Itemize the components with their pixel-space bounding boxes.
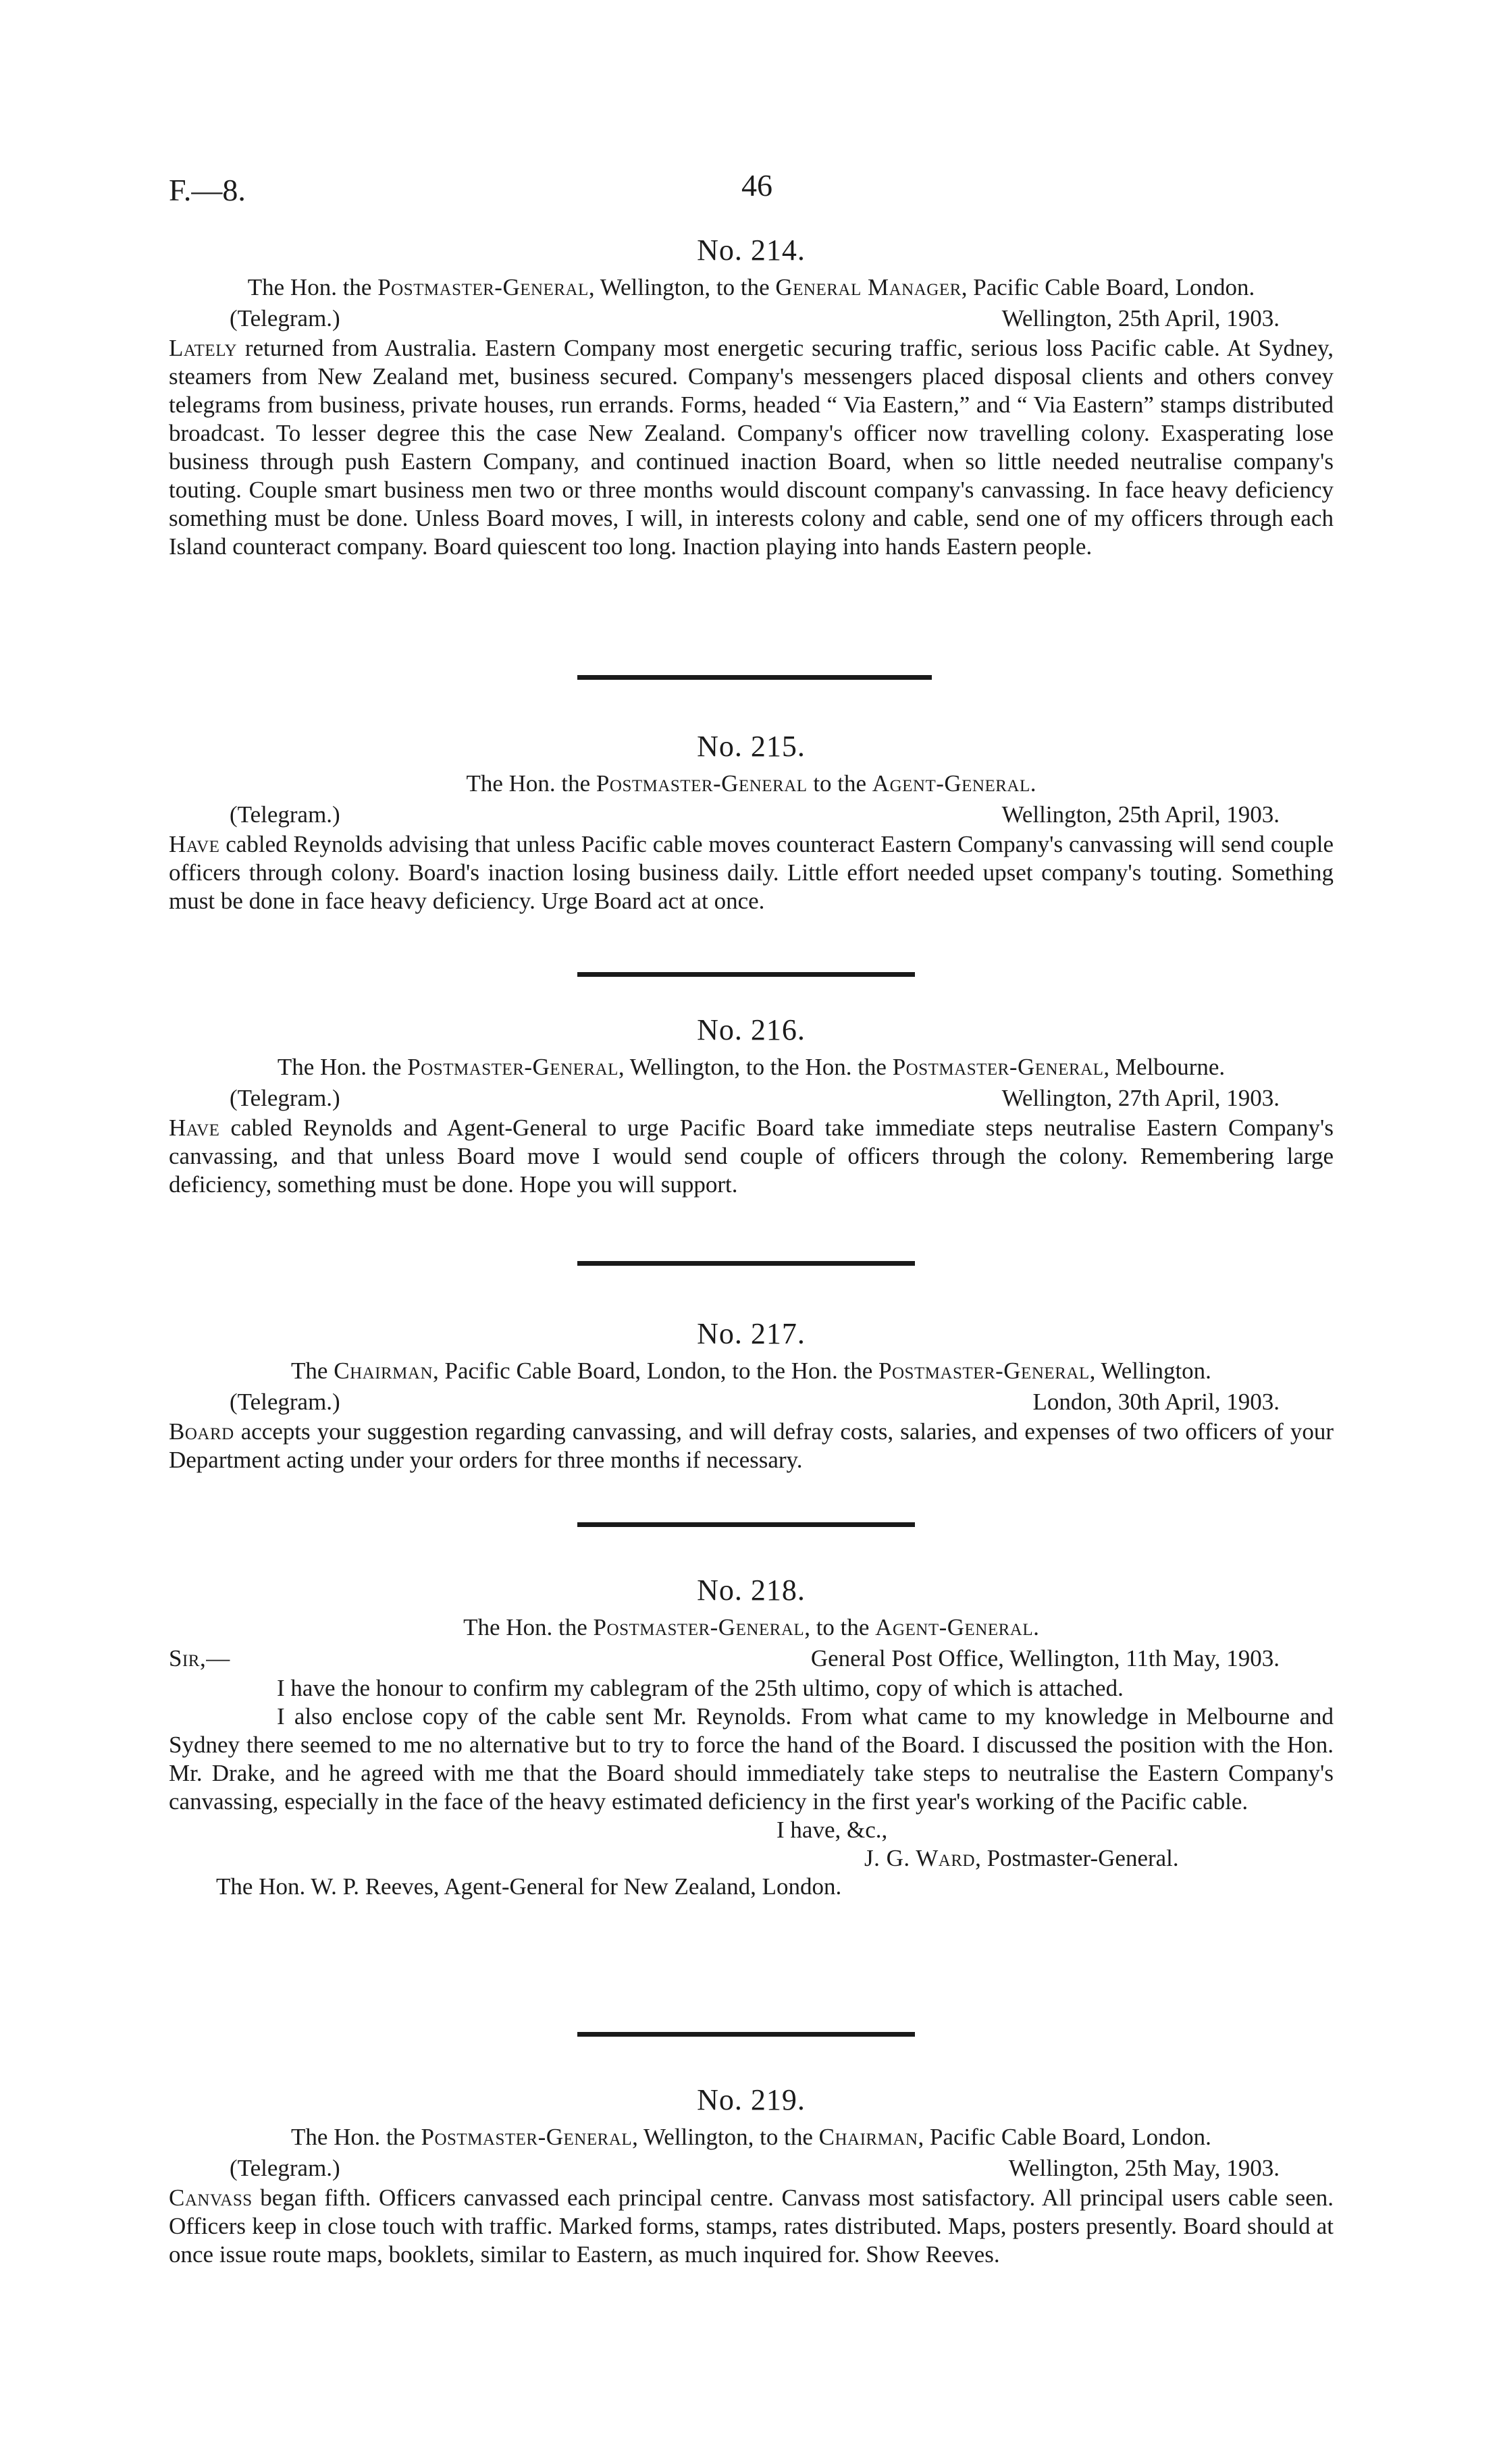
sender: Chairman — [334, 1358, 433, 1384]
entry-address — [169, 1053, 1334, 1081]
message-type: (Telegram.) — [230, 1389, 340, 1415]
separator-rule — [577, 2032, 915, 2037]
message-type: (Telegram.) — [230, 2155, 340, 2181]
separator-rule — [577, 1261, 915, 1266]
entry-meta — [169, 304, 1334, 334]
separator-rule — [577, 675, 932, 680]
message-type: (Telegram.) — [230, 1085, 340, 1111]
page-number: 46 — [741, 168, 772, 203]
lead-word: Have — [169, 831, 220, 857]
lead-word: Lately — [169, 335, 238, 361]
salutation: Sir,— — [169, 1645, 230, 1671]
address-mid: , Wellington, to the Hon. the — [618, 1054, 887, 1080]
place-date: General Post Office, Wellington, 11th May, 1903. — [810, 1645, 1280, 1671]
entry-body — [169, 1674, 1334, 1901]
entry-number: No. 214. — [697, 234, 806, 267]
message-type: (Telegram.) — [230, 801, 340, 828]
addressee: The Hon. W. P. Reeves, Agent-General for New Zealand, London. — [216, 1873, 842, 1900]
entry-number: No. 216. — [697, 1013, 806, 1046]
address-prefix: The Hon. the — [463, 1614, 587, 1640]
separator-rule — [577, 1522, 915, 1527]
address-prefix: The Hon. the — [277, 1054, 402, 1080]
recipient: Agent-General — [872, 770, 1030, 797]
sender: Postmaster-General — [407, 1054, 619, 1080]
body-text: began fifth. Officers canvassed each principal centre. Canvass most satisfactory. All principal users cable seen. Officers keep in close touch with traffic. Marked forms, stamps, rates distributed. Maps, posters presently. Board should at once issue route maps, booklets, similar to Eastern, as much inquired for. Show Reeves. — [169, 2185, 1334, 2268]
body-text: returned from Australia. Eastern Company most energetic securing traffic, serious loss Pacific cable. At Sydney, steamers from New Zealand met, business secured. Company's messengers placed disposal clients and others convey telegrams from business, private houses, run errands. Forms, headed “ Via Eastern,” and “ Via Eastern” stamps distributed broadcast. To lesser degree this the case New Zealand. Company's officer now travelling colony. Exasperating lose business through push Eastern Company, and continued inaction Board, when so little needed neutralise company's touting. Couple smart business men two or three months would discount company's canvassing. In face heavy deficiency something must be done. Unless Board moves, I will, in interests colony and cable, send one of my officers through each Island counteract company. Board quiescent too long. Inaction playing into hands Eastern people. — [169, 335, 1334, 560]
lead-word: Board — [169, 1418, 234, 1445]
entry-body — [169, 2184, 1334, 2269]
address-suffix: . — [1033, 1614, 1039, 1640]
paragraph: I also enclose copy of the cable sent Mr. Reynolds. From what came to my knowledge in Melbourne and Sydney there seemed to me no alternative but to try to force the hand of the Board. I discussed the position with the Hon. Mr. Drake, and he agreed with me that the Board should immediately take steps to neutralise the Eastern Company's canvassing, especially in the face of the heavy estimated deficiency in the first year's working of the Pacific cable. — [169, 1703, 1334, 1815]
entry-address — [169, 1613, 1334, 1642]
entry-address — [169, 770, 1334, 798]
address-mid: , Wellington, to the — [632, 2124, 813, 2150]
entry-214 — [169, 233, 1334, 561]
address-mid: to the — [807, 770, 867, 797]
entry-216 — [169, 1013, 1334, 1199]
entry-215 — [169, 729, 1334, 915]
entry-address — [169, 273, 1334, 302]
address-suffix: , Wellington. — [1089, 1358, 1211, 1384]
place-date: Wellington, 25th April, 1903. — [1001, 305, 1280, 331]
sender: Postmaster-General — [377, 274, 589, 300]
recipient: Postmaster-General — [892, 1054, 1104, 1080]
entry-address — [169, 1357, 1334, 1385]
address-mid: , to the — [804, 1614, 870, 1640]
signer-name: J. G. Ward — [864, 1845, 976, 1871]
recipient: General Manager — [775, 274, 962, 300]
place-date: Wellington, 25th April, 1903. — [1001, 801, 1280, 828]
sender: Postmaster-General — [421, 2124, 633, 2150]
entry-number: No. 219. — [697, 2083, 806, 2116]
lead-word: Canvass — [169, 2185, 253, 2211]
entry-meta — [169, 801, 1334, 830]
separator-rule — [577, 972, 915, 977]
sender: Postmaster-General — [596, 770, 808, 797]
recipient: Chairman — [818, 2124, 918, 2150]
signer-title: , Postmaster-General. — [975, 1845, 1179, 1871]
entry-number: No. 215. — [697, 730, 806, 763]
address-prefix: The Hon. the — [291, 2124, 415, 2150]
entry-body — [169, 334, 1334, 561]
address-mid: , Wellington, to the — [588, 274, 770, 300]
entry-body — [169, 1418, 1334, 1474]
entry-address — [169, 2123, 1334, 2151]
address-prefix: The Hon. the — [466, 770, 591, 797]
entry-meta — [169, 1084, 1334, 1114]
entry-meta — [169, 1644, 1334, 1674]
place-date: Wellington, 27th April, 1903. — [1001, 1085, 1280, 1111]
entry-number: No. 217. — [697, 1317, 806, 1350]
body-text: cabled Reynolds and Agent-General to urge Pacific Board take immediate steps neutralise Eastern Company's canvassing, and that unless Board move I would send couple of officers through the colony. Remembering large deficiency, something must be done. Hope you will support. — [169, 1115, 1334, 1198]
paragraph: I have the honour to confirm my cablegram of the 25th ultimo, copy of which is attached. — [277, 1675, 1124, 1701]
address-prefix: The Hon. the — [247, 274, 372, 300]
recipient: Postmaster-General — [878, 1358, 1090, 1384]
message-type: (Telegram.) — [230, 305, 340, 331]
document-reference: F.—8. — [169, 173, 246, 207]
place-date: Wellington, 25th May, 1903. — [1008, 2155, 1280, 2181]
entry-meta — [169, 1388, 1334, 1418]
entry-number: No. 218. — [697, 1574, 806, 1607]
closing: I have, &c., — [777, 1817, 888, 1843]
entry-body — [169, 830, 1334, 915]
sender: Postmaster-General — [593, 1614, 805, 1640]
entry-body — [169, 1114, 1334, 1199]
body-text: accepts your suggestion regarding canvassing, and will defray costs, salaries, and expenses of two officers of your Department acting under your orders for three months if necessary. — [169, 1418, 1334, 1473]
address-suffix: , Pacific Cable Board, London. — [961, 274, 1255, 300]
place-date: London, 30th April, 1903. — [1032, 1389, 1280, 1415]
entry-217 — [169, 1316, 1334, 1474]
lead-word: Have — [169, 1115, 220, 1141]
body-text: cabled Reynolds advising that unless Pacific cable moves counteract Eastern Company's canvassing will send couple officers through colony. Board's inaction losing business daily. Little effort needed upset company's touting. Something must be done in face heavy deficiency. Urge Board act at once. — [169, 831, 1334, 914]
address-suffix: , Pacific Cable Board, London. — [918, 2124, 1211, 2150]
address-suffix: . — [1030, 770, 1036, 797]
address-suffix: , Melbourne. — [1103, 1054, 1226, 1080]
signature — [169, 1844, 1334, 1873]
entry-219 — [169, 2083, 1334, 2269]
entry-meta — [169, 2154, 1334, 2184]
entry-218 — [169, 1573, 1334, 1901]
recipient: Agent-General — [875, 1614, 1034, 1640]
address-prefix: The — [291, 1358, 328, 1384]
address-mid: , Pacific Cable Board, London, to the Hon. the — [433, 1358, 873, 1384]
